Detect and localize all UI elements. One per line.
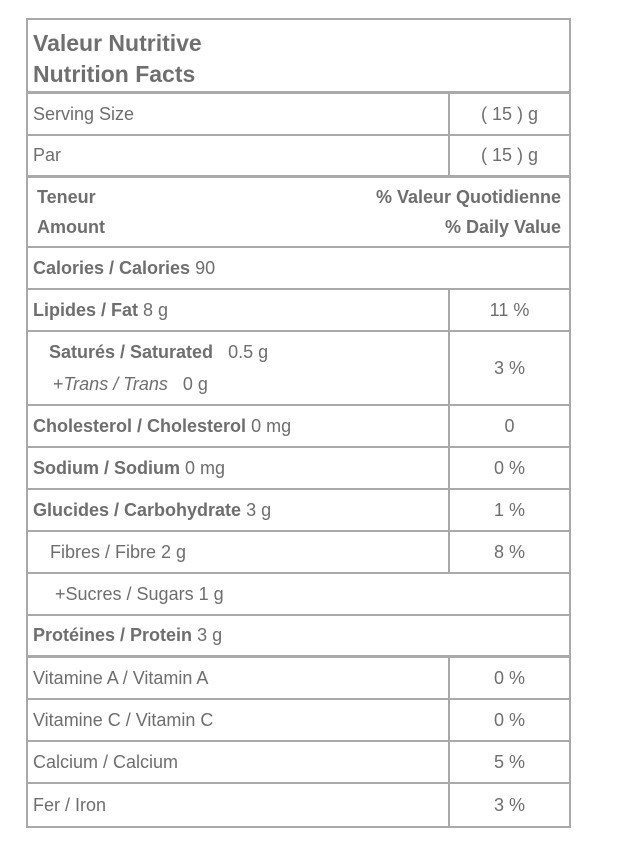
fibre-amount: 2 g [161,541,187,562]
fibre-label: Fibres / Fibre [50,541,157,562]
protein-label: Protéines / Protein [33,625,193,645]
calories-row [28,248,569,290]
fat-row [28,290,569,332]
calories-value: 90 [195,257,216,278]
iron-daily-value: 3 % [448,784,569,826]
cholesterol-row [28,406,569,448]
cholesterol-label: Cholesterol / Cholesterol [33,415,247,436]
per-value: ( 15 ) g [448,136,569,175]
vitamin-a-row [28,658,569,700]
daily-value-header-fr: % Valeur Quotidienne [375,187,561,207]
carbohydrate-label: Glucides / Carbohydrate [33,499,242,520]
sugars-row: + Sucres / Sugars 1 g [28,574,569,616]
carbohydrate-amount: 3 g [246,499,272,520]
iron-label: Fer / Iron [33,794,107,815]
fibre-row [28,532,569,574]
cholesterol-amount: 0 mg [251,415,292,436]
title-french: Valeur Nutritive [33,30,202,56]
vitamin-c-row [28,700,569,742]
calcium-label: Calcium / Calcium [33,751,179,772]
nutrition-facts-table [26,18,571,828]
calcium-daily-value: 5 % [448,742,569,782]
carbohydrate-row [28,490,569,532]
fat-label: Lipides / Fat [33,299,139,320]
saturated-trans-row: Saturés / Saturated 0.5 g +Trans / Trans 0 g 3 % [28,332,569,406]
carbohydrate-daily-value: 1 % [448,490,569,530]
protein-row [28,616,569,658]
fibre-daily-value: 8 % [448,532,569,572]
per-label: Par [33,145,62,165]
sugars-amount: 1 g [198,583,224,604]
per-row [28,136,569,178]
fat-daily-value: 11 % [448,290,569,330]
iron-row [28,784,569,826]
sugars-label: Sucres / Sugars [65,583,194,604]
serving-size-value: ( 15 ) g [448,94,569,134]
saturated-daily-value: 3 % [448,332,569,404]
serving-size-row [28,94,569,136]
saturated-label: Saturés / Saturated [49,342,214,362]
fat-amount: 8 g [143,299,169,320]
daily-value-header-en: % Daily Value [444,217,561,237]
sodium-label: Sodium / Sodium [33,457,180,478]
vitamin-a-daily-value: 0 % [448,658,569,698]
cholesterol-daily-value: 0 [448,406,569,446]
title-english: Nutrition Facts [33,61,196,87]
vitamin-a-label: Vitamine A / Vitamin A [33,667,209,688]
sodium-row [28,448,569,490]
vitamin-c-daily-value: 0 % [448,700,569,740]
amount-header-en: Amount [37,217,105,237]
serving-size-label: Serving Size [33,103,135,124]
vitamin-c-label: Vitamine C / Vitamin C [33,709,214,730]
calories-label: Calories / Calories [33,257,191,278]
saturated-amount: 0.5 g [228,342,269,362]
protein-amount: 3 g [197,625,223,645]
calcium-row [28,742,569,784]
table-title [28,20,569,94]
sodium-daily-value: 0 % [448,448,569,488]
column-header [28,178,569,248]
trans-label: Trans / Trans [63,374,168,394]
sodium-amount: 0 mg [185,457,226,478]
trans-amount: 0 g [182,374,208,394]
amount-header-fr: Teneur [37,187,96,207]
